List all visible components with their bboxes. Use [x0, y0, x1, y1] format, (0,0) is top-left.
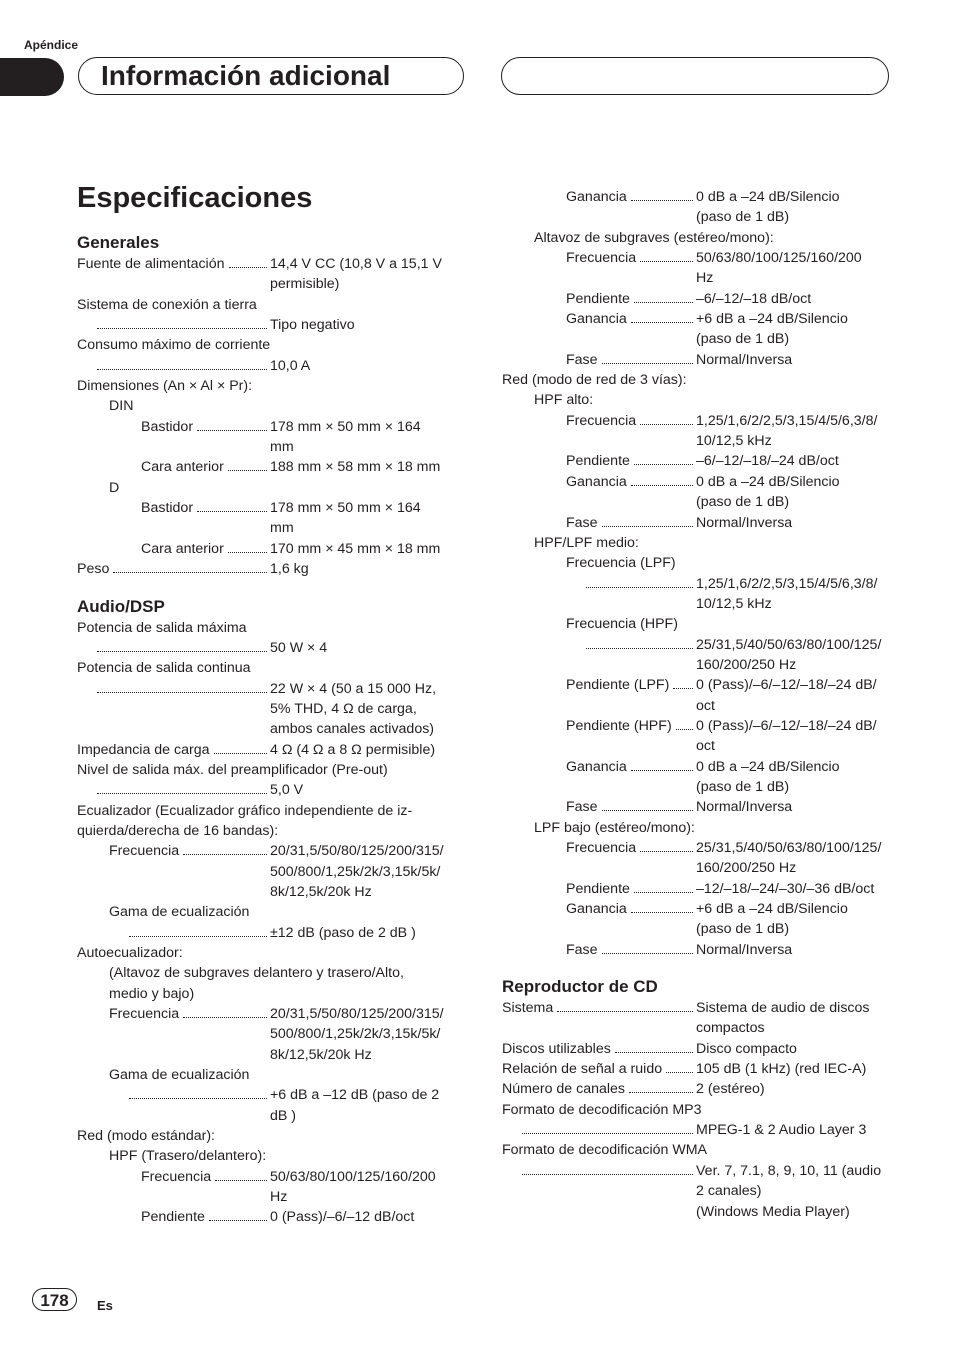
spec-value: –6/–12/–18/–24 dB/oct: [696, 453, 839, 470]
spec-row: [502, 1059, 894, 1079]
dot-leader: [631, 899, 693, 913]
spec-text: Gama de ecualización: [109, 904, 250, 921]
spec-value: Normal/Inversa: [696, 514, 793, 531]
spec-label: Discos utilizables: [502, 1040, 611, 1057]
spec-value: 1,25/1,6/2/2,5/3,15/4/5/6,3/8/ 10/12,5 kHz: [696, 575, 878, 612]
dot-leader: [97, 356, 267, 370]
spec-row: [77, 780, 467, 800]
dot-leader: [586, 635, 693, 649]
spec-value: –6/–12/–18 dB/oct: [696, 290, 812, 307]
spec-value: Disco compacto: [696, 1040, 797, 1057]
spec-label: Ganancia: [566, 758, 627, 775]
dot-leader: [631, 309, 693, 323]
section-heading: Audio/DSP: [77, 596, 165, 616]
dot-leader: [634, 879, 693, 893]
spec-label: Fase: [566, 941, 598, 958]
dot-leader: [228, 457, 267, 471]
spec-value: +6 dB a –24 dB/Silencio (paso de 1 dB): [696, 901, 848, 938]
dot-leader: [586, 574, 693, 588]
spec-row: [502, 635, 894, 676]
spec-row: [502, 675, 894, 716]
header-title-box: [78, 57, 464, 95]
spec-value: 0 (Pass)/–6/–12/–18/–24 dB/ oct: [696, 677, 877, 714]
spec-label: Fase: [566, 799, 598, 816]
header-title: Información adicional: [101, 60, 391, 91]
spec-text: HPF alto:: [534, 392, 594, 409]
spec-row: [502, 1079, 894, 1099]
spec-value: Normal/Inversa: [696, 799, 793, 816]
spec-row: [77, 498, 467, 539]
spec-label: Ganancia: [566, 311, 627, 328]
spec-row: [502, 1039, 894, 1059]
spec-row: [502, 513, 894, 533]
spec-label: Relación de señal a ruido: [502, 1061, 663, 1078]
spec-value: 1,6 kg: [270, 561, 309, 578]
spec-label: Cara anterior: [141, 540, 224, 557]
dot-leader: [209, 1207, 267, 1221]
spec-text: Autoecualizador:: [77, 945, 183, 961]
dot-leader: [634, 289, 693, 303]
spec-row: [502, 899, 894, 940]
dot-leader: [631, 472, 693, 486]
spec-text: Consumo máximo de corriente: [77, 337, 271, 354]
spec-text: D: [109, 479, 120, 496]
spec-row: [502, 309, 894, 350]
page-number: 178: [32, 1288, 77, 1311]
dot-leader: [640, 248, 693, 262]
dot-leader: [522, 1120, 693, 1134]
dot-leader: [640, 838, 693, 852]
spec-label: Pendiente (HPF): [566, 717, 672, 734]
spec-label: Pendiente: [141, 1209, 205, 1226]
spec-text: Formato de decodificación WMA: [502, 1142, 708, 1159]
spec-label: Pendiente: [566, 290, 630, 307]
spec-value: 0 dB a –24 dB/Silencio (paso de 1 dB): [696, 473, 840, 511]
spec-label: Número de canales: [502, 1081, 626, 1098]
spec-row: [77, 1004, 467, 1065]
spec-row: [77, 457, 467, 477]
spec-label: Ganancia: [566, 189, 627, 205]
dot-leader: [629, 1079, 693, 1093]
spec-value: +6 dB a –12 dB (paso de 2 dB ): [270, 1087, 440, 1124]
spec-label: Cara anterior: [141, 459, 224, 476]
section-label: Apéndice: [24, 38, 79, 52]
spec-row: [77, 315, 467, 335]
dot-leader: [522, 1161, 693, 1175]
dot-leader: [113, 559, 267, 573]
left-spec-column: [77, 232, 467, 1228]
spec-value: Normal/Inversa: [696, 351, 793, 368]
spec-row: [502, 574, 894, 615]
spec-value: 22 W × 4 (50 a 15 000 Hz, 5% THD, 4 Ω de carga, ambos canales activados): [270, 680, 437, 738]
section-heading: Generales: [77, 233, 160, 252]
spec-row: [77, 679, 467, 740]
spec-value: Sistema de audio de discos compactos: [696, 1000, 870, 1037]
spec-label: Frecuencia: [141, 1168, 212, 1185]
spec-value: 50/63/80/100/125/160/200 Hz: [270, 1168, 436, 1206]
spec-value: 10,0 A: [270, 357, 311, 374]
spec-row: [77, 254, 467, 295]
dot-leader: [634, 451, 693, 465]
spec-text: HPF/LPF medio:: [534, 534, 639, 551]
dot-leader: [129, 923, 267, 937]
spec-row: [77, 740, 467, 760]
spec-value: 50 W × 4: [270, 639, 328, 656]
spec-text: Potencia de salida máxima: [77, 619, 247, 636]
spec-row: [502, 472, 894, 513]
spec-text: Red (modo estándar):: [77, 1128, 216, 1145]
spec-text: Sistema de conexión a tierra: [77, 296, 257, 313]
page-title: Especificaciones: [77, 182, 313, 214]
spec-label: Frecuencia: [566, 412, 637, 429]
spec-value: 25/31,5/40/50/63/80/100/125/ 160/200/250 Hz: [696, 636, 882, 673]
spec-value: 0 dB a –24 dB/Silencio (paso de 1 dB): [696, 189, 840, 226]
spec-row: [77, 1085, 467, 1126]
spec-row: [502, 350, 894, 370]
spec-value: 2 (estéreo): [696, 1081, 765, 1098]
spec-label: Peso: [77, 561, 110, 578]
spec-row: [502, 838, 894, 879]
spec-row: [502, 1161, 894, 1222]
spec-text: Gama de ecualización: [109, 1067, 250, 1084]
spec-row: [77, 356, 467, 376]
dot-leader: [557, 998, 693, 1012]
dot-leader: [631, 187, 693, 201]
dot-leader: [602, 350, 693, 364]
spec-row: [502, 797, 894, 817]
dot-leader: [214, 740, 267, 754]
spec-text: Frecuencia (LPF): [566, 555, 676, 572]
dot-leader: [640, 411, 693, 425]
spec-value: MPEG-1 & 2 Audio Layer 3: [696, 1122, 867, 1139]
spec-value: Tipo negativo: [270, 317, 355, 334]
spec-label: Bastidor: [141, 500, 194, 517]
spec-value: 105 dB (1 kHz) (red IEC-A): [696, 1061, 867, 1078]
dot-leader: [197, 498, 267, 512]
dot-leader: [666, 1059, 693, 1073]
language-code: Es: [97, 1298, 113, 1313]
spec-row: [77, 1167, 467, 1208]
dot-leader: [673, 675, 693, 689]
spec-value: 50/63/80/100/125/160/200 Hz: [696, 250, 862, 287]
spec-value: 5,0 V: [270, 782, 304, 799]
spec-value: 20/31,5/50/80/125/200/315/ 500/800/1,25k/2k/3,15k/5k/ 8k/12,5k/20k Hz: [270, 1006, 444, 1063]
dot-leader: [228, 539, 267, 553]
spec-label: Frecuencia: [109, 843, 180, 860]
dot-leader: [229, 254, 268, 268]
spec-row: [502, 289, 894, 309]
spec-label: Fase: [566, 351, 598, 368]
spec-value: 0 (Pass)/–6/–12 dB/oct: [270, 1209, 415, 1226]
spec-label: Pendiente: [566, 880, 630, 897]
spec-row: [77, 1207, 467, 1227]
spec-text: LPF bajo (estéreo/mono):: [534, 819, 695, 836]
section-heading: Reproductor de CD: [502, 977, 658, 997]
spec-text: Nivel de salida máx. del preamplificador (Pre-out): [77, 761, 388, 778]
spec-row: [502, 411, 894, 452]
spec-label: Frecuencia: [109, 1006, 180, 1023]
dot-leader: [129, 1085, 267, 1099]
spec-value: 4 Ω (4 Ω a 8 Ω permisible): [270, 741, 436, 758]
dot-leader: [183, 841, 267, 855]
header-tab-marker: [0, 58, 64, 96]
spec-label: Frecuencia: [566, 840, 637, 856]
spec-text: HPF (Trasero/delantero):: [109, 1148, 267, 1165]
spec-row: [502, 716, 894, 757]
spec-value: +6 dB a –24 dB/Silencio (paso de 1 dB): [696, 311, 848, 348]
spec-label: Ganancia: [566, 901, 627, 918]
spec-value: 25/31,5/40/50/63/80/100/125/ 160/200/250 Hz: [696, 840, 882, 877]
spec-label: Impedancia de carga: [77, 741, 210, 758]
header-right-box: [501, 57, 889, 95]
right-spec-column: [502, 187, 894, 1222]
spec-value: 188 mm × 58 mm × 18 mm: [270, 459, 441, 476]
dot-leader: [615, 1039, 693, 1053]
spec-row: [502, 940, 894, 960]
spec-label: Fuente de alimentación: [77, 256, 225, 272]
spec-value: –12/–18/–24/–30/–36 dB/oct: [696, 880, 875, 897]
spec-label: Pendiente (LPF): [566, 677, 670, 694]
spec-row: [77, 417, 467, 458]
spec-label: Frecuencia: [566, 250, 637, 267]
spec-row: [77, 841, 467, 902]
spec-label: Fase: [566, 514, 598, 531]
spec-text: Altavoz de subgraves (estéreo/mono):: [534, 229, 774, 246]
spec-row: [502, 1120, 894, 1140]
spec-value: ±12 dB (paso de 2 dB ): [270, 924, 416, 941]
spec-row: [502, 248, 894, 289]
spec-row: [502, 451, 894, 471]
spec-value: Ver. 7, 7.1, 8, 9, 10, 11 (audio 2 canales) (Windows Media Player): [696, 1162, 882, 1220]
spec-label: Pendiente: [566, 453, 630, 470]
spec-label: Sistema: [502, 1000, 554, 1017]
spec-value: 178 mm × 50 mm × 164 mm: [270, 418, 421, 456]
spec-row: [502, 757, 894, 798]
dot-leader: [197, 417, 267, 431]
spec-value: 20/31,5/50/80/125/200/315/ 500/800/1,25k/2k/3,15k/5k/ 8k/12,5k/20k Hz: [270, 843, 444, 900]
spec-row: [77, 539, 467, 559]
dot-leader: [631, 757, 693, 771]
spec-text: DIN: [109, 398, 134, 415]
spec-label: Ganancia: [566, 473, 627, 490]
spec-text: Dimensiones (An × Al × Pr):: [77, 378, 253, 395]
dot-leader: [602, 513, 693, 527]
spec-row: [77, 559, 467, 579]
dot-leader: [215, 1167, 267, 1181]
spec-text: (Altavoz de subgraves delantero y trasero/Alto, medio y bajo): [109, 965, 404, 1002]
spec-row: [77, 923, 467, 943]
dot-leader: [602, 797, 693, 811]
spec-value: 0 (Pass)/–6/–12/–18/–24 dB/ oct: [696, 717, 877, 755]
spec-value: 178 mm × 50 mm × 164 mm: [270, 500, 421, 537]
spec-row: [502, 879, 894, 899]
spec-text: Frecuencia (HPF): [566, 616, 678, 633]
dot-leader: [97, 638, 267, 652]
dot-leader: [97, 679, 267, 693]
spec-text: Ecualizador (Ecualizador gráfico independiente de iz- quierda/derecha de 16 bandas):: [77, 802, 413, 839]
spec-label: Bastidor: [141, 418, 194, 435]
spec-text: Potencia de salida continua: [77, 660, 251, 677]
spec-value: 1,25/1,6/2/2,5/3,15/4/5/6,3/8/ 10/12,5 kHz: [696, 412, 878, 450]
spec-row: [502, 998, 894, 1039]
dot-leader: [183, 1004, 267, 1018]
spec-value: 0 dB a –24 dB/Silencio (paso de 1 dB): [696, 758, 840, 795]
spec-value: Normal/Inversa: [696, 941, 793, 958]
spec-text: Formato de decodificación MP3: [502, 1101, 702, 1118]
dot-leader: [97, 780, 267, 794]
spec-row: [502, 187, 894, 228]
spec-value: 170 mm × 45 mm × 18 mm: [270, 540, 441, 557]
dot-leader: [97, 315, 267, 329]
spec-value: 14,4 V CC (10,8 V a 15,1 V permisible): [270, 256, 442, 293]
dot-leader: [676, 716, 693, 730]
spec-row: [77, 638, 467, 658]
dot-leader: [602, 940, 693, 954]
spec-text: Red (modo de red de 3 vías):: [502, 372, 687, 389]
